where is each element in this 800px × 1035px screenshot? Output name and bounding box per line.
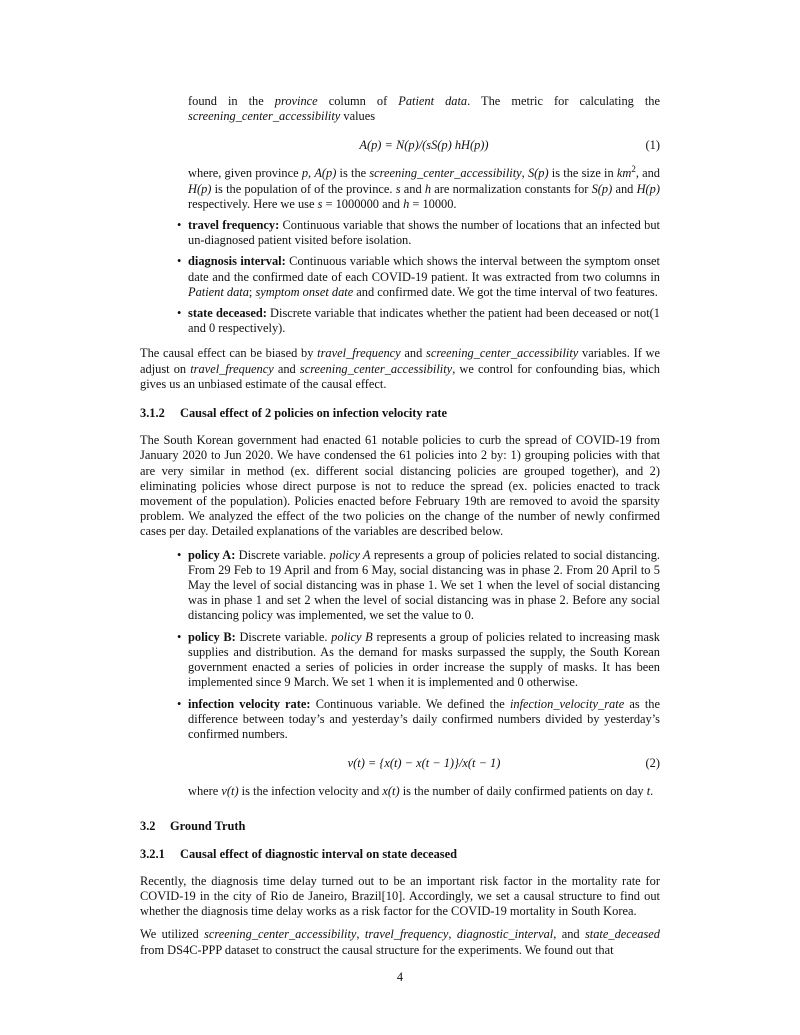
bullet-icon: • bbox=[177, 629, 182, 644]
italic-term: screening_center_accessibility bbox=[426, 346, 579, 361]
text: = 10000. bbox=[409, 196, 457, 211]
math-var: s bbox=[317, 196, 323, 211]
item-label: policy A: bbox=[188, 547, 236, 562]
item-label: diagnosis interval: bbox=[188, 254, 286, 269]
page-number: 4 bbox=[396, 970, 404, 984]
superscript: 2 bbox=[631, 164, 636, 175]
italic-term: diagnostic_interval bbox=[456, 927, 554, 942]
text: , bbox=[521, 166, 528, 181]
section-number: 3.2.1 bbox=[140, 846, 165, 861]
item-text: Discrete variable that indicates whether the patient had been deceased or not(1 and 0 respectively). bbox=[188, 306, 660, 336]
section-title: Causal effect of 2 policies on infection velocity rate bbox=[180, 406, 448, 421]
item-text: and confirmed date. We got the time interval of two features. bbox=[353, 284, 658, 299]
text: , we control for confounding bias, which gives us an unbiased estimate of the causal effect. bbox=[140, 361, 660, 391]
math-var: S(p) bbox=[591, 181, 613, 196]
item-label: travel frequency: bbox=[188, 218, 280, 233]
bullet-icon: • bbox=[177, 696, 182, 711]
text: where bbox=[188, 784, 222, 799]
bullet-icon: • bbox=[177, 218, 182, 233]
text: found in the bbox=[188, 94, 275, 108]
text: is the infection velocity and bbox=[238, 784, 383, 799]
math-var: t bbox=[646, 784, 651, 799]
list-item bbox=[140, 697, 660, 743]
math-var: H(p) bbox=[636, 181, 660, 196]
math-var: A(p) bbox=[314, 166, 337, 181]
math-var: s bbox=[395, 181, 401, 196]
where-paragraph-1 bbox=[188, 166, 660, 212]
text: , bbox=[308, 166, 315, 181]
bullet-icon: • bbox=[177, 254, 182, 269]
text: is the bbox=[336, 166, 370, 181]
italic-term: state_deceased bbox=[584, 927, 660, 942]
italic-term: travel_frequency bbox=[190, 361, 274, 376]
text: . bbox=[650, 784, 654, 799]
math-var: x(t) bbox=[382, 784, 400, 799]
text: , and bbox=[635, 166, 661, 181]
text: and bbox=[612, 181, 637, 196]
text: = 1000000 and bbox=[322, 196, 404, 211]
equation-1 bbox=[188, 138, 660, 154]
text: where, given province bbox=[188, 166, 302, 181]
math-var: km bbox=[616, 166, 632, 181]
equation-number: (2) bbox=[645, 756, 660, 771]
italic-term: policy A bbox=[329, 547, 371, 562]
item-label: state deceased: bbox=[188, 306, 267, 321]
text: We utilized bbox=[140, 927, 205, 942]
math-var: v(t) bbox=[221, 784, 239, 799]
text: is the size in bbox=[548, 166, 617, 181]
recent-paragraph: Recently, the diagnosis time delay turned out to be an important risk factor in the mortality rate for COVID-19 in the city of Rio de Janeiro, Brazil[10]. Accordingly, we set a causal structure to find out whether the diagnosis time delay works as a risk factor for the COVID-19 mortality in South Korea. bbox=[140, 873, 660, 919]
italic-term: Patient data bbox=[398, 94, 468, 108]
math-var: H(p) bbox=[188, 181, 212, 196]
item-text: represents a group of policies related to social distancing. From 29 Feb to 19 April and from 6 May, social distancing was in phase 2. From 20 April to 5 May the level of social distancing was in phase 1. We set 1 when the level of social distancing was in phase 1 and set 2 when the level of social distancing was in phase 2. Before any social distancing policy was implemented, we set the value to 0. bbox=[188, 547, 661, 623]
section-heading-3-2 bbox=[140, 819, 660, 834]
bias-paragraph bbox=[140, 346, 660, 392]
item-text: Discrete variable. bbox=[235, 547, 330, 562]
italic-term: symptom onset date bbox=[255, 284, 354, 299]
bullet-icon: • bbox=[177, 547, 182, 562]
italic-term: province bbox=[274, 94, 318, 108]
italic-term: screening_center_accessibility bbox=[188, 109, 341, 124]
paper-page bbox=[140, 94, 660, 958]
policy-paragraph: The South Korean government had enacted 61 notable policies to curb the spread of COVID-19 from January 2020 to Jun 2020. We have condensed the 61 policies into 2 by: 1) grouping policies with that are very similar in method (ex. different social distancing policies are grouped together), and 2) eliminating policies whose direct purpose is not to reduce the spread (ex. policies enacted to track movement of the population). Policies enacted before February 19th are removed to avoid the sparsity problem. We analyzed the effect of the two policies on the change of the number of newly confirmed cases per day. Detailed explanations of the variables are described below. bbox=[140, 433, 660, 539]
text: variables. If we adjust on bbox=[140, 346, 660, 376]
list-item bbox=[140, 548, 660, 624]
text: values bbox=[340, 109, 376, 124]
math-var: S(p) bbox=[527, 166, 549, 181]
section-number: 3.2 bbox=[140, 819, 156, 834]
italic-term: travel_frequency bbox=[317, 346, 401, 361]
equation-2 bbox=[188, 756, 660, 772]
text: The causal effect can be biased by bbox=[140, 346, 318, 361]
item-text: represents a group of policies related to increasing mask supplies and distribution. As the demand for masks surpassed the supply, the South Korean government enacted a series of policies in order increase the supply of masks. It has been implemented since 9 March. We set 1 when it is implemented and 0 otherwise. bbox=[188, 629, 660, 690]
italic-term: Patient data bbox=[188, 284, 249, 299]
text: , bbox=[356, 927, 365, 942]
section-number: 3.1.2 bbox=[140, 406, 165, 421]
italic-term: policy B bbox=[331, 629, 373, 644]
item-label: policy B: bbox=[188, 629, 236, 644]
text: , and bbox=[553, 927, 585, 942]
section-heading-3-1-2 bbox=[140, 406, 660, 421]
text: are normalization constants for bbox=[431, 181, 592, 196]
item-text: Continuous variable. We defined the bbox=[310, 696, 510, 711]
text: and bbox=[400, 181, 425, 196]
item-label: infection velocity rate: bbox=[188, 696, 311, 711]
section-heading-3-2-1 bbox=[140, 847, 660, 862]
equation-formula: v(t) = {x(t) − x(t − 1)}/x(t − 1) bbox=[347, 756, 501, 771]
variable-list-2 bbox=[140, 548, 660, 742]
italic-term: screening_center_accessibility bbox=[369, 166, 522, 181]
item-text: Discrete variable. bbox=[235, 629, 332, 644]
intro-paragraph bbox=[188, 94, 660, 124]
text: . The metric for calculating the bbox=[467, 94, 661, 108]
list-item bbox=[140, 254, 660, 300]
variable-list-1 bbox=[140, 218, 660, 336]
text: respectively. Here we use bbox=[188, 196, 318, 211]
section-title: Ground Truth bbox=[170, 819, 246, 834]
text: is the population of of the province. bbox=[211, 181, 396, 196]
section-title: Causal effect of diagnostic interval on state deceased bbox=[180, 846, 458, 861]
equation-formula: A(p) = N(p)/(sS(p) hH(p)) bbox=[359, 138, 489, 153]
where-paragraph-2 bbox=[188, 784, 660, 799]
text: column of bbox=[317, 94, 399, 108]
list-item bbox=[140, 218, 660, 248]
text: and bbox=[400, 346, 426, 361]
text: is the number of daily confirmed patients on day bbox=[399, 784, 647, 799]
italic-term: screening_center_accessibility bbox=[204, 927, 357, 942]
text: and bbox=[273, 361, 300, 376]
item-text: Continuous variable which shows the interval between the symptom onset date and the confirmed date of each COVID-19 patient. It was extracted from two columns in bbox=[188, 254, 660, 284]
italic-term: screening_center_accessibility bbox=[299, 361, 453, 376]
text: , bbox=[448, 927, 457, 942]
text: from DS4C-PPP dataset to construct the causal structure for the experiments. We found out that bbox=[140, 942, 614, 957]
bullet-icon: • bbox=[177, 306, 182, 321]
item-text: ; bbox=[248, 284, 256, 299]
utilized-paragraph bbox=[140, 927, 660, 957]
list-item bbox=[140, 306, 660, 336]
item-text: Continuous variable that shows the number of locations that an infected but un-diagnosed patient visited before isolation. bbox=[188, 218, 660, 248]
italic-term: travel_frequency bbox=[364, 927, 449, 942]
math-var: p bbox=[301, 166, 309, 181]
math-var: h bbox=[403, 196, 410, 211]
equation-number: (1) bbox=[645, 138, 660, 153]
math-var: h bbox=[424, 181, 432, 196]
list-item bbox=[140, 630, 660, 691]
italic-term: infection_velocity_rate bbox=[509, 696, 625, 711]
item-text: as the difference between today’s and yesterday’s daily confirmed numbers divided by yesterday’s confirmed numbers. bbox=[188, 696, 661, 741]
